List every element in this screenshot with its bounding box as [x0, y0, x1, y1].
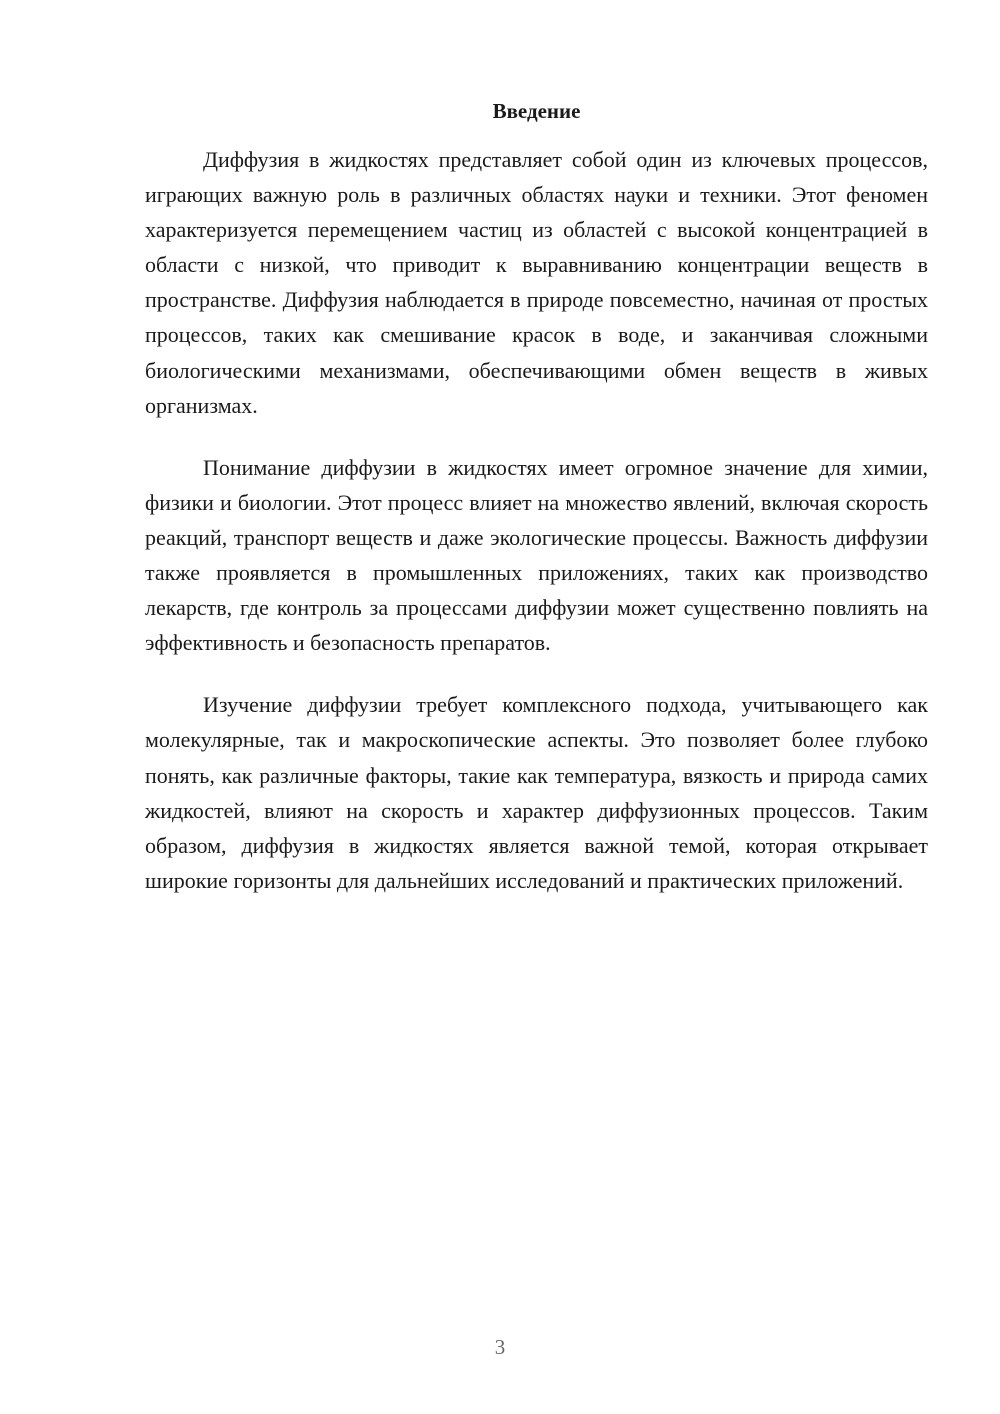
page-title: Введение — [492, 99, 581, 123]
document-body — [145, 142, 928, 925]
paragraph-1: Диффузия в жидкостях представляет собой один из ключевых процессов, играющих важную роль в различных областях науки и техники. Этот феномен характеризуется перемещением частиц из областей с высокой концентрацией в области с низкой, что приводит к выравниванию концентрации веществ в пространстве. Диффузия наблюдается в природе повсеместно, начиная от простых процессов, таких как смешивание красок в воде, и заканчивая сложными биологическими механизмами, обеспечивающими обмен веществ в живых организмах. — [145, 147, 928, 418]
paragraph-2: Понимание диффузии в жидкостях имеет огромное значение для химии, физики и биологии. Этот процесс влияет на множество явлений, включая скорость реакций, транспорт веществ и даже экологические процессы. Важность диффузии также проявляется в промышленных приложениях, таких как производство лекарств, где контроль за процессами диффузии может существенно повлиять на эффективность и безопасность препаратов. — [145, 454, 928, 656]
paragraph-3: Изучение диффузии требует комплексного подхода, учитывающего как молекулярные, так и макроскопические аспекты. Это позволяет более глубоко понять, как различные факторы, такие как температура, вязкость и природа самих жидкостей, влияют на скорость и характер диффузионных процессов. Таким образом, диффузия в жидкостях является важной темой, которая открывает широкие горизонты для дальнейших исследований и практических приложений. — [145, 692, 928, 893]
page-number: 3 — [494, 1335, 506, 1359]
